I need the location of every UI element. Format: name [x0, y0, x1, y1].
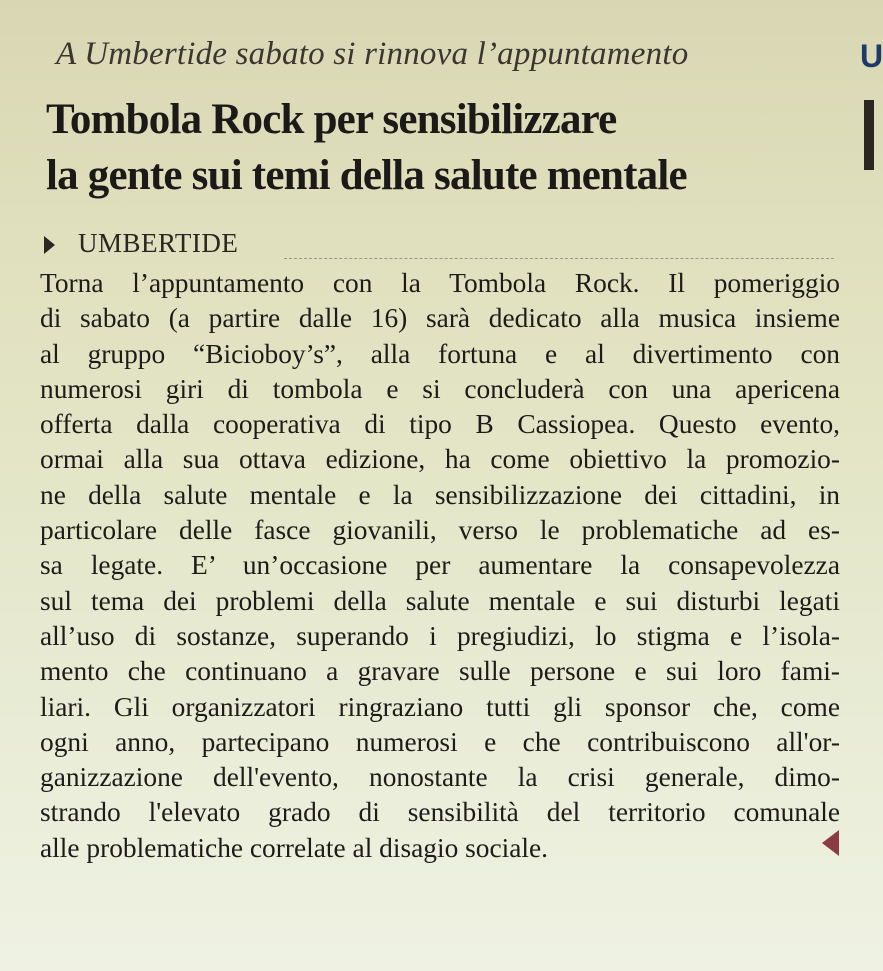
body-line: di sabato (a partire dalle 16) sarà dedicato alla musica insieme — [40, 303, 840, 334]
dateline-place: UMBERTIDE — [78, 228, 239, 258]
article-body — [40, 266, 840, 866]
headline-line: Tombola Rock per sensibilizzare — [46, 96, 617, 143]
dateline-rule — [284, 258, 834, 259]
body-line: offerta dalla cooperativa di tipo B Cassiopea. Questo evento, — [40, 409, 840, 440]
dateline — [44, 228, 834, 262]
body-line: sa legate. E’ un’occasione per aumentare la consapevolezza — [40, 550, 840, 581]
body-line: ormai alla sua ottava edizione, ha come obiettivo la promozio- — [40, 444, 840, 475]
body-line: particolare delle fasce giovanili, verso le problematiche ad es- — [40, 515, 840, 546]
article-kicker: A Umbertide sabato si rinnova l’appuntamento — [56, 36, 689, 72]
body-line: Torna l’appuntamento con la Tombola Rock. Il pomeriggio — [40, 268, 840, 298]
body-line: mento che continuano a gravare sulle persone e sui loro fami- — [40, 656, 840, 687]
body-line: ogni anno, partecipano numerosi e che contribuiscono all'or- — [40, 726, 840, 757]
article-headline — [46, 92, 826, 204]
body-line: liari. Gli organizzatori ringraziano tutti gli sponsor che, come — [40, 691, 840, 722]
adjacent-column-fragment — [858, 0, 883, 230]
body-line: numerosi giri di tombola e si concluderà con una apericena — [40, 373, 840, 404]
end-of-article-triangle-icon — [822, 830, 839, 856]
body-line: ganizzazione dell'evento, nonostante la crisi generale, dimo- — [40, 762, 840, 793]
body-line: all’uso di sostanze, superando i pregiudizi, lo stigma e l’isola- — [40, 620, 840, 651]
dateline-arrow-icon — [44, 236, 55, 254]
adjacent-column-letter: U — [860, 38, 883, 74]
body-line: alle problematiche correlate al disagio sociale. — [40, 832, 549, 863]
body-line: al gruppo “Bicioboy’s”, alla fortuna e al divertimento con — [40, 338, 840, 369]
body-line: ne della salute mentale e la sensibilizzazione dei cittadini, in — [40, 479, 840, 510]
body-line: sul tema dei problemi della salute mentale e sui disturbi legati — [40, 585, 840, 616]
adjacent-column-glyph — [864, 100, 874, 170]
headline-line: la gente sui temi della salute mentale — [46, 152, 687, 199]
body-line: strando l'elevato grado di sensibilità del territorio comunale — [40, 797, 840, 828]
